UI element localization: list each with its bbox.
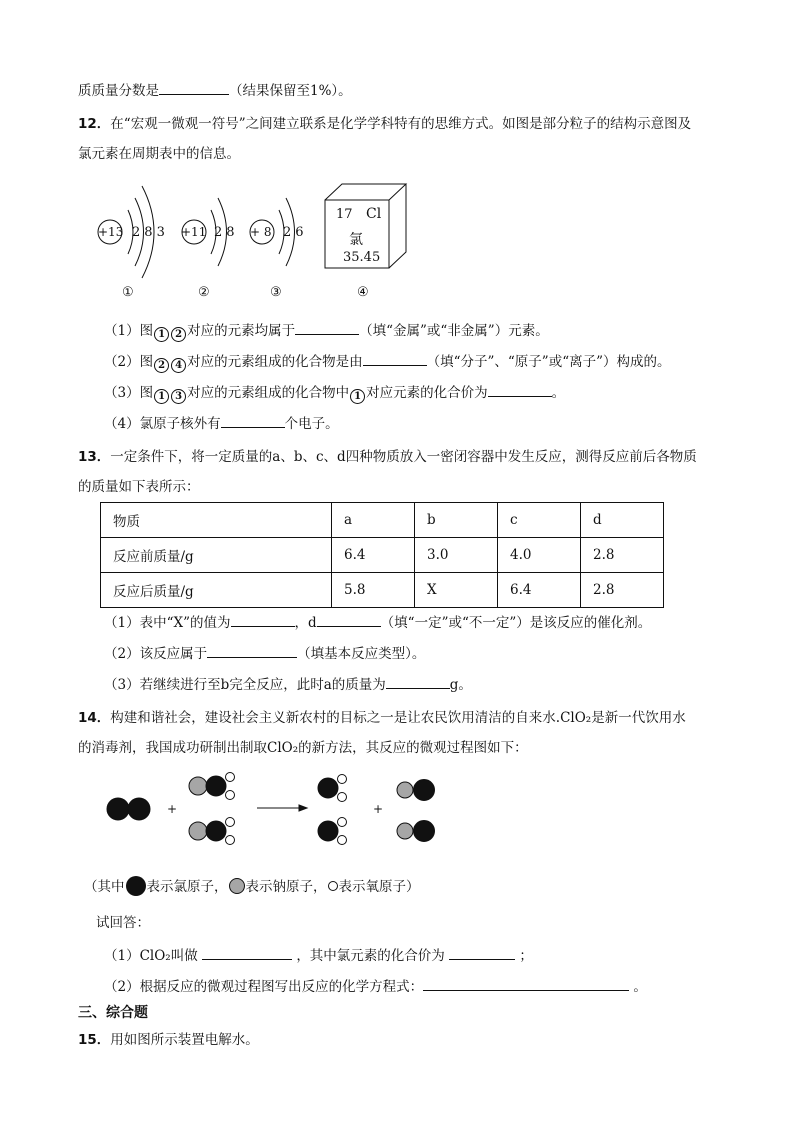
table-row: 物质 a b c d: [101, 503, 664, 538]
reaction-micro-diagram: [100, 768, 450, 850]
answer-blank[interactable]: [488, 382, 552, 397]
oxygen-atom: [338, 818, 347, 827]
atom1-shells: 283: [132, 225, 169, 240]
q15-stem: 15．用如图所示装置电解水。: [78, 1032, 259, 1048]
q14-stem-line2: 的消毒剂，我国成功研制出制取ClO₂的新方法，其反应的微观过程图如下：: [78, 740, 528, 756]
chlorine-atom: [414, 821, 435, 842]
answer-blank[interactable]: [386, 674, 450, 689]
sodium-atom: [397, 782, 413, 798]
answer-blank[interactable]: [207, 643, 297, 658]
question-number: 14．: [78, 710, 111, 726]
answer-blank[interactable]: [295, 320, 359, 335]
chlorine-atom: [318, 821, 338, 841]
answer-blank[interactable]: [221, 413, 285, 428]
question-number: 12．: [78, 116, 111, 132]
atom-legend: （其中 表示氯原子， 表示钠原子， 表示氧原子）: [84, 876, 420, 897]
chlorine-atom: [414, 780, 435, 801]
answer-blank[interactable]: [317, 612, 381, 627]
atomic-number: 17: [336, 207, 353, 222]
table-row: 反应前质量/g 6.4 3.0 4.0 2.8: [101, 538, 664, 573]
answer-blank[interactable]: [159, 80, 229, 95]
figure-label-1: ①: [122, 285, 134, 300]
line-mass-fraction: 质质量分数是 （结果保留至1%）。: [78, 80, 352, 101]
table-row: 反应后质量/g 5.8 X 6.4 2.8: [101, 573, 664, 608]
oxygen-atom: [338, 775, 347, 784]
element-symbol: Cl: [366, 206, 382, 222]
chlorine-atom: [206, 776, 226, 796]
atomic-mass: 35.45: [343, 250, 381, 265]
q14-part1: （1）ClO₂叫做 ，其中氯元素的化合价为 ；: [104, 945, 533, 966]
sodium-legend-icon: [229, 878, 245, 894]
chlorine-atom: [128, 798, 150, 820]
atom3-nucleus-charge: + 8: [250, 225, 272, 239]
oxygen-atom: [226, 818, 235, 827]
q13-part3: （3）若继续进行至b完全反应，此时a的质量为 g。: [104, 674, 472, 695]
q13-stem-line2: 的质量如下表所示：: [78, 479, 200, 495]
q13-part2: （2）该反应属于 （填基本反应类型）。: [104, 643, 425, 664]
oxygen-atom: [226, 791, 235, 800]
q14-stem-line1: 14．构建和谐社会，建设社会主义新农村的目标之一是让农民饮用清洁的自来水.ClO₂是新一代饮用水: [78, 710, 686, 726]
section-heading: 三、综合题: [78, 1005, 148, 1021]
q14-ask: 试回答：: [96, 915, 150, 931]
chlorine-atom: [206, 821, 226, 841]
q12-part3: （3）图 1 3 对应的元素组成的化合物中 1 对应元素的化合价为 。: [104, 382, 565, 404]
figure-label-2: ②: [198, 285, 210, 300]
oxygen-atom: [338, 836, 347, 845]
question-number: 13．: [78, 449, 111, 465]
answer-blank[interactable]: [423, 976, 629, 991]
chlorine-atom: [318, 778, 338, 798]
atom3-shells: 26: [283, 225, 308, 240]
q12-stem-line1: 12．在“宏观一微观一符号”之间建立联系是化学学科特有的思维方式。如图是部分粒子的结构示意图及: [78, 116, 692, 132]
sodium-atom: [397, 823, 413, 839]
atom2-shells: 28: [214, 225, 239, 240]
q12-part1: （1）图 1 2 对应的元素均属于 （填“金属”或“非金属”）元素。: [104, 320, 549, 342]
answer-blank[interactable]: [363, 351, 427, 366]
chlorine-legend-icon: [126, 876, 146, 896]
answer-blank[interactable]: [449, 945, 515, 960]
mass-table: [100, 502, 664, 608]
atom1-nucleus-charge: +13: [98, 225, 124, 239]
q12-part2: （2）图 2 4 对应的元素组成的化合物是由 （填“分子”、“原子”或“离子”）构成的。: [104, 351, 671, 373]
oxygen-atom: [226, 773, 235, 782]
chlorine-atom: [107, 798, 129, 820]
q14-part2: （2）根据反应的微观过程图写出反应的化学方程式： 。: [104, 976, 647, 997]
answer-blank[interactable]: [231, 612, 295, 627]
figure-label-4: ④: [357, 285, 369, 300]
oxygen-atom: [226, 836, 235, 845]
plus-sign: +: [167, 802, 178, 816]
oxygen-legend-icon: [328, 881, 338, 891]
element-name: 氯: [349, 232, 363, 248]
plus-sign: +: [373, 802, 384, 816]
sodium-atom: [189, 822, 207, 840]
q12-part4: （4）氯原子核外有 个电子。: [104, 413, 339, 434]
q12-stem-line2: 氯元素在周期表中的信息。: [78, 146, 240, 162]
answer-blank[interactable]: [202, 945, 292, 960]
atom2-nucleus-charge: +11: [181, 225, 207, 239]
atom-structure-diagrams: [90, 180, 420, 305]
q13-part1: （1）表中“X”的值为 ，d （填“一定”或“不一定”）是该反应的催化剂。: [104, 612, 651, 633]
figure-label-3: ③: [270, 285, 282, 300]
question-number: 15．: [78, 1032, 111, 1048]
q13-stem-line1: 13．一定条件下，将一定质量的a、b、c、d四种物质放入一密闭容器中发生反应，测得反应前后各物质: [78, 449, 697, 465]
oxygen-atom: [338, 793, 347, 802]
sodium-atom: [189, 777, 207, 795]
